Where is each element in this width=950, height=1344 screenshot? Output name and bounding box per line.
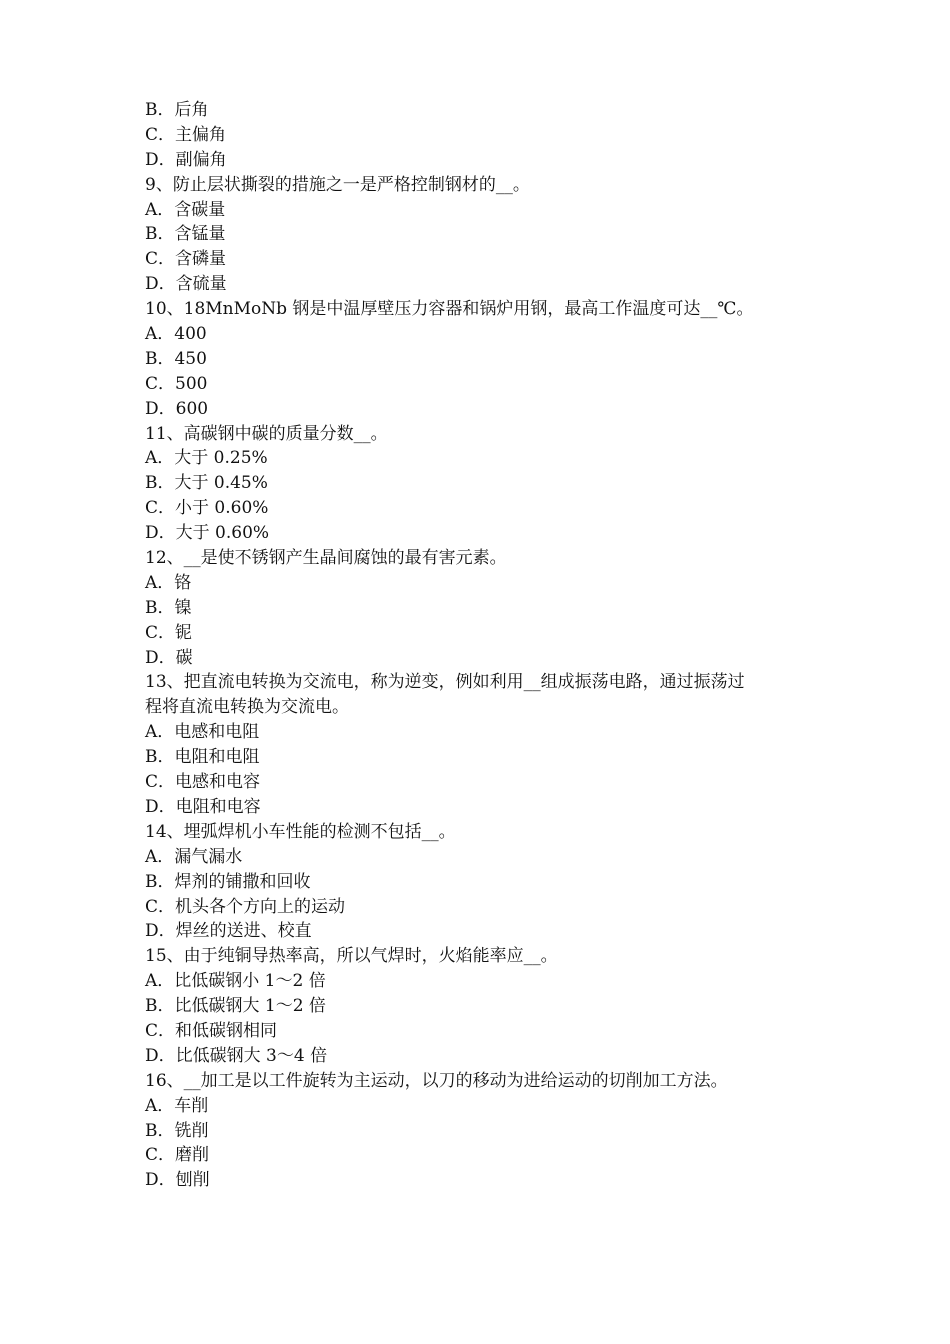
question-text: 9、防止层状撕裂的措施之一是严格控制钢材的__。 — [145, 174, 530, 195]
question-text: 12、__是使不锈钢产生晶间腐蚀的最有害元素。 — [145, 548, 507, 569]
question-text: 13、把直流电转换为交流电，称为逆变，例如利用__组成振荡电路，通过振荡过 — [145, 672, 745, 693]
option-text: D．600 — [145, 398, 209, 419]
question-text: 10、18MnMoNb 钢是中温厚壁压力容器和锅炉用钢，最高工作温度可达__℃。 — [145, 299, 754, 320]
option-text: C．和低碳钢相同 — [145, 1020, 278, 1041]
option-text: D．大于 0.60% — [145, 523, 270, 544]
option-text: B．450 — [145, 348, 207, 369]
option-text: D．副偏角 — [145, 149, 227, 170]
question-text: 16、__加工是以工件旋转为主运动，以刀的移动为进给运动的切削加工方法。 — [145, 1070, 728, 1091]
option-text: C．电感和电容 — [145, 772, 261, 793]
option-text: C．主偏角 — [145, 124, 227, 145]
option-text: B．焊剂的铺撒和回收 — [145, 871, 311, 892]
option-text: B．含锰量 — [145, 224, 226, 245]
option-text: A．电感和电阻 — [145, 722, 260, 743]
option-text: A．车削 — [145, 1095, 209, 1116]
option-text: B．镍 — [145, 597, 192, 618]
option-text: A．比低碳钢小 1～2 倍 — [145, 971, 326, 992]
option-text: D．碳 — [145, 647, 193, 668]
question-text: 11、高碳钢中碳的质量分数__。 — [145, 423, 388, 444]
option-text: D．刨削 — [145, 1170, 210, 1191]
option-text: C．500 — [145, 373, 208, 394]
option-text: B．大于 0.45% — [145, 473, 268, 494]
question-text-continued: 程将直流电转换为交流电。 — [145, 697, 349, 718]
option-text: C．机头各个方向上的运动 — [145, 896, 346, 917]
option-text: C．小于 0.60% — [145, 498, 269, 519]
option-text: B．铣削 — [145, 1120, 209, 1141]
option-text: A．400 — [145, 324, 207, 345]
question-text: 15、由于纯铜导热率高，所以气焊时，火焰能率应__。 — [145, 946, 558, 967]
option-text: A．铬 — [145, 572, 192, 593]
option-text: C．含磷量 — [145, 249, 227, 270]
option-text: D．电阻和电容 — [145, 796, 261, 817]
option-text: B．后角 — [145, 100, 209, 120]
option-text: A．含碳量 — [145, 199, 226, 220]
option-text: C．磨削 — [145, 1145, 210, 1166]
option-text: D．比低碳钢大 3～4 倍 — [145, 1045, 328, 1066]
option-text: C．铌 — [145, 622, 193, 643]
option-text: B．比低碳钢大 1～2 倍 — [145, 996, 326, 1017]
option-text: B．电阻和电阻 — [145, 747, 260, 768]
option-text: A．大于 0.25% — [145, 448, 268, 469]
option-text: A．漏气漏水 — [145, 846, 243, 867]
option-text: D．含硫量 — [145, 274, 227, 295]
option-text: D．焊丝的送进、校直 — [145, 921, 312, 942]
question-text: 14、埋弧焊机小车性能的检测不包括__。 — [145, 821, 456, 842]
document-body — [145, 98, 815, 1193]
